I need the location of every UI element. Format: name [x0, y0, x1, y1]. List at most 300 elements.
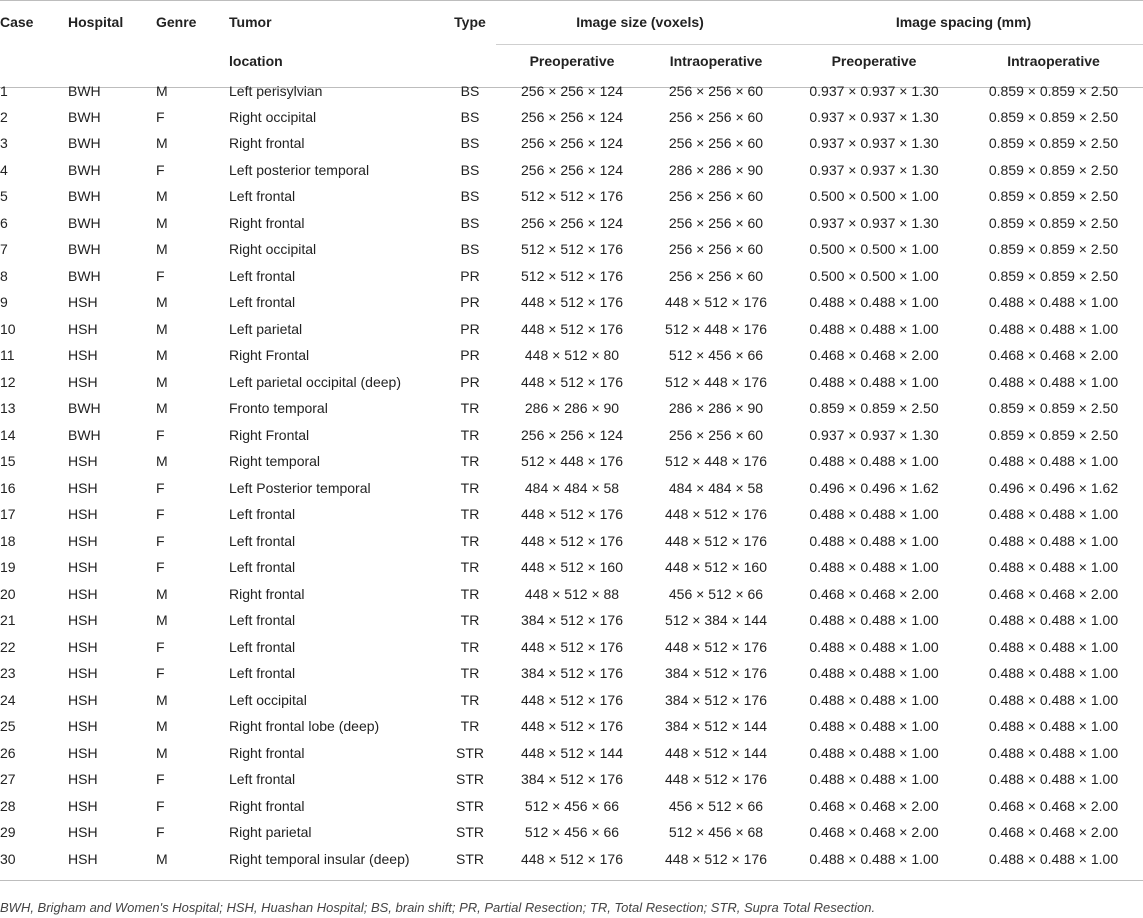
- cell-genre: F: [156, 797, 165, 814]
- header-hospital: Hospital: [68, 14, 124, 31]
- cell-case: 2: [0, 108, 8, 125]
- cell-spacing-preoperative: 0.500 × 0.500 × 1.00: [809, 241, 939, 258]
- cell-size-intraoperative: 456 × 512 × 66: [668, 797, 764, 814]
- cell-spacing-preoperative: 0.937 × 0.937 × 1.30: [809, 214, 939, 231]
- cell-spacing-intraoperative: 0.859 × 0.859 × 2.50: [988, 426, 1119, 443]
- cell-spacing-intraoperative: 0.488 × 0.488 × 1.00: [988, 612, 1119, 629]
- cell-tumor-location: Left posterior temporal: [229, 161, 370, 178]
- cell-spacing-preoperative: 0.468 × 0.468 × 2.00: [809, 824, 939, 841]
- cell-spacing-intraoperative: 0.859 × 0.859 × 2.50: [988, 135, 1119, 152]
- cell-type: TR: [460, 718, 480, 735]
- cell-spacing-preoperative: 0.488 × 0.488 × 1.00: [809, 506, 939, 523]
- cell-size-preoperative: 256 × 256 × 124: [521, 135, 623, 152]
- cell-spacing-intraoperative: 0.468 × 0.468 × 2.00: [988, 347, 1119, 364]
- cell-size-intraoperative: 448 × 512 × 160: [665, 559, 767, 576]
- cell-genre: M: [156, 850, 168, 867]
- table-row: [0, 395, 1143, 422]
- cell-type: STR: [456, 771, 484, 788]
- table-row: [0, 130, 1143, 157]
- cell-type: TR: [460, 506, 480, 523]
- cell-tumor-location: Right temporal: [229, 453, 321, 470]
- cell-size-preoperative: 448 × 512 × 88: [524, 585, 620, 602]
- table-row: [0, 819, 1143, 846]
- cell-size-preoperative: 256 × 256 × 124: [521, 108, 623, 125]
- cell-size-intraoperative: 512 × 448 × 176: [665, 373, 767, 390]
- cell-hospital: HSH: [68, 559, 98, 576]
- cell-size-preoperative: 448 × 512 × 176: [521, 638, 623, 655]
- cell-spacing-intraoperative: 0.496 × 0.496 × 1.62: [988, 479, 1119, 496]
- cell-size-intraoperative: 448 × 512 × 176: [665, 850, 767, 867]
- cell-case: 14: [0, 426, 16, 443]
- cell-type: PR: [460, 320, 480, 337]
- cell-case: 27: [0, 771, 16, 788]
- cell-case: 13: [0, 400, 16, 417]
- cell-genre: F: [156, 824, 165, 841]
- cell-tumor-location: Left frontal: [229, 559, 296, 576]
- cell-hospital: HSH: [68, 718, 98, 735]
- cell-spacing-intraoperative: 0.859 × 0.859 × 2.50: [988, 188, 1119, 205]
- cell-size-intraoperative: 448 × 512 × 176: [665, 532, 767, 549]
- cell-type: PR: [460, 267, 480, 284]
- cell-size-intraoperative: 512 × 456 × 68: [668, 824, 764, 841]
- cell-size-preoperative: 448 × 512 × 176: [521, 718, 623, 735]
- cell-size-intraoperative: 256 × 256 × 60: [668, 267, 764, 284]
- table-row: [0, 581, 1143, 608]
- cell-genre: M: [156, 400, 168, 417]
- cell-case: 28: [0, 797, 16, 814]
- cell-hospital: HSH: [68, 824, 98, 841]
- cell-case: 15: [0, 453, 16, 470]
- table-row: [0, 660, 1143, 687]
- cell-case: 7: [0, 241, 8, 258]
- cell-hospital: BWH: [68, 161, 101, 178]
- cell-case: 24: [0, 691, 16, 708]
- cell-spacing-intraoperative: 0.488 × 0.488 × 1.00: [988, 559, 1119, 576]
- cell-type: BS: [460, 108, 480, 125]
- cell-size-preoperative: 384 × 512 × 176: [521, 771, 623, 788]
- cell-case: 10: [0, 320, 16, 337]
- cell-spacing-preoperative: 0.488 × 0.488 × 1.00: [809, 320, 939, 337]
- cell-type: TR: [460, 479, 480, 496]
- cell-spacing-preoperative: 0.488 × 0.488 × 1.00: [809, 559, 939, 576]
- cell-case: 1: [0, 83, 8, 100]
- cell-size-intraoperative: 448 × 512 × 176: [665, 506, 767, 523]
- cell-spacing-preoperative: 0.488 × 0.488 × 1.00: [809, 612, 939, 629]
- cell-spacing-intraoperative: 0.488 × 0.488 × 1.00: [988, 294, 1119, 311]
- cell-size-preoperative: 384 × 512 × 176: [521, 665, 623, 682]
- cell-size-intraoperative: 448 × 512 × 144: [665, 744, 767, 761]
- cell-size-preoperative: 448 × 512 × 144: [521, 744, 623, 761]
- cell-spacing-preoperative: 0.937 × 0.937 × 1.30: [809, 135, 939, 152]
- cell-case: 4: [0, 161, 8, 178]
- cell-genre: M: [156, 347, 168, 364]
- cell-type: TR: [460, 559, 480, 576]
- cell-tumor-location: Right occipital: [229, 241, 317, 258]
- cell-tumor-location: Right occipital: [229, 108, 317, 125]
- cell-hospital: HSH: [68, 612, 98, 629]
- cell-size-intraoperative: 456 × 512 × 66: [668, 585, 764, 602]
- cell-type: PR: [460, 347, 480, 364]
- cell-spacing-preoperative: 0.488 × 0.488 × 1.00: [809, 665, 939, 682]
- cell-size-intraoperative: 448 × 512 × 176: [665, 638, 767, 655]
- cell-hospital: HSH: [68, 453, 98, 470]
- cell-tumor-location: Left parietal occipital (deep): [229, 373, 401, 390]
- cell-hospital: BWH: [68, 214, 101, 231]
- cell-tumor-location: Right frontal: [229, 744, 305, 761]
- table-row: [0, 528, 1143, 555]
- cell-genre: F: [156, 479, 165, 496]
- cell-size-intraoperative: 484 × 484 × 58: [668, 479, 764, 496]
- cell-tumor-location: Left perisylvian: [229, 83, 323, 100]
- cell-spacing-intraoperative: 0.488 × 0.488 × 1.00: [988, 665, 1119, 682]
- cell-type: TR: [460, 400, 480, 417]
- cell-hospital: BWH: [68, 108, 101, 125]
- table-row: [0, 448, 1143, 475]
- cell-spacing-preoperative: 0.488 × 0.488 × 1.00: [809, 638, 939, 655]
- cell-tumor-location: Left frontal: [229, 638, 296, 655]
- cell-genre: F: [156, 506, 165, 523]
- cell-hospital: BWH: [68, 241, 101, 258]
- cell-case: 9: [0, 294, 8, 311]
- cell-case: 22: [0, 638, 16, 655]
- cell-case: 17: [0, 506, 16, 523]
- cell-tumor-location: Left frontal: [229, 532, 296, 549]
- cell-spacing-intraoperative: 0.488 × 0.488 × 1.00: [988, 453, 1119, 470]
- cell-hospital: HSH: [68, 744, 98, 761]
- cell-hospital: BWH: [68, 400, 101, 417]
- table-row: [0, 289, 1143, 316]
- cell-genre: F: [156, 638, 165, 655]
- cell-spacing-intraoperative: 0.488 × 0.488 × 1.00: [988, 532, 1119, 549]
- cell-type: BS: [460, 161, 480, 178]
- cell-case: 8: [0, 267, 8, 284]
- header-type: Type: [454, 14, 486, 31]
- cell-spacing-intraoperative: 0.488 × 0.488 × 1.00: [988, 638, 1119, 655]
- cell-hospital: BWH: [68, 426, 101, 443]
- cell-tumor-location: Left frontal: [229, 188, 296, 205]
- cell-spacing-preoperative: 0.937 × 0.937 × 1.30: [809, 161, 939, 178]
- cell-size-preoperative: 448 × 512 × 176: [521, 691, 623, 708]
- cell-hospital: HSH: [68, 585, 98, 602]
- header-image-size: Image size (voxels): [496, 0, 784, 45]
- cell-tumor-location: Left frontal: [229, 506, 296, 523]
- cell-tumor-location: Right frontal: [229, 797, 305, 814]
- cell-case: 6: [0, 214, 8, 231]
- cell-genre: F: [156, 267, 165, 284]
- cell-tumor-location: Left frontal: [229, 612, 296, 629]
- cell-type: TR: [460, 585, 480, 602]
- cell-tumor-location: Left occipital: [229, 691, 307, 708]
- cell-hospital: HSH: [68, 691, 98, 708]
- cell-spacing-intraoperative: 0.859 × 0.859 × 2.50: [988, 241, 1119, 258]
- cell-size-preoperative: 512 × 456 × 66: [524, 797, 620, 814]
- cell-size-intraoperative: 448 × 512 × 176: [665, 294, 767, 311]
- header-spacing-preoperative: Preoperative: [831, 53, 917, 69]
- cell-type: STR: [456, 850, 484, 867]
- cell-tumor-location: Right frontal: [229, 214, 305, 231]
- cell-size-preoperative: 484 × 484 × 58: [524, 479, 620, 496]
- cell-hospital: HSH: [68, 665, 98, 682]
- cell-hospital: HSH: [68, 771, 98, 788]
- table-row: [0, 183, 1143, 210]
- table-row: [0, 607, 1143, 634]
- table-row: [0, 104, 1143, 131]
- cell-case: 30: [0, 850, 16, 867]
- table-row: [0, 263, 1143, 290]
- cell-spacing-intraoperative: 0.488 × 0.488 × 1.00: [988, 718, 1119, 735]
- cell-tumor-location: Right parietal: [229, 824, 312, 841]
- cell-spacing-preoperative: 0.488 × 0.488 × 1.00: [809, 718, 939, 735]
- cell-genre: F: [156, 161, 165, 178]
- table-row: [0, 766, 1143, 793]
- cell-case: 11: [0, 347, 15, 364]
- cell-size-preoperative: 286 × 286 × 90: [524, 400, 620, 417]
- table-row: [0, 634, 1143, 661]
- cell-size-preoperative: 512 × 448 × 176: [521, 453, 623, 470]
- cell-type: PR: [460, 294, 480, 311]
- cell-size-preoperative: 256 × 256 × 124: [521, 161, 623, 178]
- cell-spacing-preoperative: 0.488 × 0.488 × 1.00: [809, 532, 939, 549]
- cell-spacing-preoperative: 0.488 × 0.488 × 1.00: [809, 744, 939, 761]
- cell-tumor-location: Fronto temporal: [229, 400, 328, 417]
- cell-hospital: HSH: [68, 320, 98, 337]
- cell-case: 23: [0, 665, 16, 682]
- cell-spacing-intraoperative: 0.488 × 0.488 × 1.00: [988, 373, 1119, 390]
- cell-type: BS: [460, 241, 480, 258]
- cell-tumor-location: Left frontal: [229, 771, 296, 788]
- cell-spacing-preoperative: 0.488 × 0.488 × 1.00: [809, 373, 939, 390]
- cell-type: BS: [460, 188, 480, 205]
- cell-genre: F: [156, 532, 165, 549]
- cell-spacing-intraoperative: 0.859 × 0.859 × 2.50: [988, 108, 1119, 125]
- cell-spacing-intraoperative: 0.859 × 0.859 × 2.50: [988, 83, 1119, 100]
- cell-type: TR: [460, 426, 480, 443]
- cell-genre: M: [156, 744, 168, 761]
- cell-genre: F: [156, 559, 165, 576]
- cell-type: TR: [460, 532, 480, 549]
- table-row: [0, 210, 1143, 237]
- cell-hospital: HSH: [68, 532, 98, 549]
- table-row: [0, 501, 1143, 528]
- cell-spacing-preoperative: 0.937 × 0.937 × 1.30: [809, 108, 939, 125]
- cell-size-preoperative: 448 × 512 × 176: [521, 373, 623, 390]
- cell-spacing-intraoperative: 0.859 × 0.859 × 2.50: [988, 214, 1119, 231]
- cell-genre: F: [156, 426, 165, 443]
- cell-size-intraoperative: 256 × 256 × 60: [668, 214, 764, 231]
- cell-size-preoperative: 512 × 456 × 66: [524, 824, 620, 841]
- cell-type: STR: [456, 744, 484, 761]
- cell-spacing-preoperative: 0.488 × 0.488 × 1.00: [809, 691, 939, 708]
- table-footnote: BWH, Brigham and Women's Hospital; HSH, Huashan Hospital; BS, brain shift; PR, Partial Resection; TR, Total Resection; STR, Supra Total Resection.: [0, 900, 876, 915]
- cell-tumor-location: Right frontal: [229, 585, 305, 602]
- cell-size-preoperative: 448 × 512 × 80: [524, 347, 620, 364]
- header-genre: Genre: [156, 14, 197, 31]
- cell-genre: M: [156, 241, 168, 258]
- header-size-preoperative: Preoperative: [529, 53, 615, 69]
- cell-genre: M: [156, 320, 168, 337]
- cell-hospital: HSH: [68, 850, 98, 867]
- table-row: [0, 77, 1143, 104]
- cell-tumor-location: Left Posterior temporal: [229, 479, 371, 496]
- cell-tumor-location: Left frontal: [229, 294, 296, 311]
- cell-size-preoperative: 384 × 512 × 176: [521, 612, 623, 629]
- cell-spacing-preoperative: 0.488 × 0.488 × 1.00: [809, 771, 939, 788]
- header-case: Case: [0, 14, 34, 31]
- cell-spacing-intraoperative: 0.859 × 0.859 × 2.50: [988, 267, 1119, 284]
- cell-hospital: BWH: [68, 83, 101, 100]
- cell-case: 16: [0, 479, 16, 496]
- cell-tumor-location: Left parietal: [229, 320, 303, 337]
- cell-spacing-intraoperative: 0.488 × 0.488 × 1.00: [988, 744, 1119, 761]
- cell-tumor-location: Right temporal insular (deep): [229, 850, 410, 867]
- cell-case: 21: [0, 612, 16, 629]
- cell-size-intraoperative: 256 × 256 × 60: [668, 188, 764, 205]
- cell-spacing-intraoperative: 0.468 × 0.468 × 2.00: [988, 797, 1119, 814]
- cell-genre: M: [156, 691, 168, 708]
- table-row: [0, 369, 1143, 396]
- table-row: [0, 342, 1143, 369]
- table-row: [0, 236, 1143, 263]
- cell-type: TR: [460, 453, 480, 470]
- cell-size-intraoperative: 512 × 456 × 66: [668, 347, 764, 364]
- cell-spacing-intraoperative: 0.488 × 0.488 × 1.00: [988, 771, 1119, 788]
- table-header: [0, 0, 1143, 77]
- cell-case: 18: [0, 532, 16, 549]
- cell-genre: M: [156, 135, 168, 152]
- cell-spacing-intraoperative: 0.488 × 0.488 × 1.00: [988, 691, 1119, 708]
- cell-hospital: BWH: [68, 267, 101, 284]
- cell-size-intraoperative: 256 × 256 × 60: [668, 135, 764, 152]
- cell-spacing-preoperative: 0.500 × 0.500 × 1.00: [809, 267, 939, 284]
- cell-spacing-preoperative: 0.859 × 0.859 × 2.50: [809, 400, 939, 417]
- cell-size-intraoperative: 384 × 512 × 176: [665, 665, 767, 682]
- cell-size-intraoperative: 512 × 448 × 176: [665, 453, 767, 470]
- cell-size-preoperative: 448 × 512 × 176: [521, 532, 623, 549]
- cell-size-preoperative: 512 × 512 × 176: [521, 267, 623, 284]
- cell-genre: F: [156, 665, 165, 682]
- cell-size-intraoperative: 256 × 256 × 60: [668, 108, 764, 125]
- header-tumor: Tumor: [229, 14, 272, 31]
- cell-genre: M: [156, 214, 168, 231]
- cell-hospital: HSH: [68, 347, 98, 364]
- cell-type: TR: [460, 665, 480, 682]
- cell-spacing-preoperative: 0.488 × 0.488 × 1.00: [809, 453, 939, 470]
- cell-type: STR: [456, 824, 484, 841]
- cell-type: PR: [460, 373, 480, 390]
- cell-spacing-preoperative: 0.937 × 0.937 × 1.30: [809, 83, 939, 100]
- header-spacing-intraoperative: Intraoperative: [1007, 53, 1100, 69]
- cell-size-preoperative: 448 × 512 × 176: [521, 850, 623, 867]
- cell-size-intraoperative: 512 × 448 × 176: [665, 320, 767, 337]
- header-size-intraoperative: Intraoperative: [669, 53, 763, 69]
- table-row: [0, 554, 1143, 581]
- cell-hospital: HSH: [68, 294, 98, 311]
- cell-case: 29: [0, 824, 16, 841]
- cell-size-preoperative: 256 × 256 × 124: [521, 214, 623, 231]
- cell-genre: M: [156, 585, 168, 602]
- cell-spacing-preoperative: 0.500 × 0.500 × 1.00: [809, 188, 939, 205]
- table-bottom-rule: [0, 880, 1143, 881]
- cell-spacing-intraoperative: 0.468 × 0.468 × 2.00: [988, 585, 1119, 602]
- table-row: [0, 846, 1143, 873]
- cell-size-preoperative: 512 × 512 × 176: [521, 188, 623, 205]
- table-row: [0, 157, 1143, 184]
- cell-size-preoperative: 256 × 256 × 124: [521, 83, 623, 100]
- cell-type: TR: [460, 691, 480, 708]
- cell-genre: F: [156, 108, 165, 125]
- cell-size-intraoperative: 256 × 256 × 60: [668, 426, 764, 443]
- cell-type: BS: [460, 83, 480, 100]
- cell-spacing-preoperative: 0.488 × 0.488 × 1.00: [809, 294, 939, 311]
- cell-size-intraoperative: 384 × 512 × 176: [665, 691, 767, 708]
- cell-size-preoperative: 256 × 256 × 124: [521, 426, 623, 443]
- cell-genre: M: [156, 373, 168, 390]
- cell-size-intraoperative: 256 × 256 × 60: [668, 83, 764, 100]
- cell-size-intraoperative: 286 × 286 × 90: [668, 161, 764, 178]
- cell-tumor-location: Right Frontal: [229, 426, 310, 443]
- cell-type: TR: [460, 612, 480, 629]
- cell-spacing-intraoperative: 0.488 × 0.488 × 1.00: [988, 506, 1119, 523]
- header-tumor-location: location: [229, 52, 283, 69]
- table-row: [0, 422, 1143, 449]
- cell-hospital: BWH: [68, 135, 101, 152]
- cell-tumor-location: Right frontal: [229, 135, 305, 152]
- cell-tumor-location: Left frontal: [229, 267, 296, 284]
- cell-size-preoperative: 448 × 512 × 176: [521, 506, 623, 523]
- cell-genre: M: [156, 718, 168, 735]
- cell-type: BS: [460, 214, 480, 231]
- cell-case: 5: [0, 188, 8, 205]
- cell-case: 3: [0, 135, 8, 152]
- cell-size-preoperative: 448 × 512 × 176: [521, 320, 623, 337]
- cell-spacing-preoperative: 0.488 × 0.488 × 1.00: [809, 850, 939, 867]
- cell-tumor-location: Left frontal: [229, 665, 296, 682]
- table-row: [0, 316, 1143, 343]
- cell-genre: F: [156, 771, 165, 788]
- cell-tumor-location: Right frontal lobe (deep): [229, 718, 380, 735]
- cell-spacing-preoperative: 0.496 × 0.496 × 1.62: [809, 479, 939, 496]
- cell-spacing-preoperative: 0.468 × 0.468 × 2.00: [809, 347, 939, 364]
- cell-hospital: HSH: [68, 797, 98, 814]
- cell-spacing-intraoperative: 0.488 × 0.488 × 1.00: [988, 320, 1119, 337]
- cell-size-preoperative: 448 × 512 × 176: [521, 294, 623, 311]
- cell-size-intraoperative: 448 × 512 × 176: [665, 771, 767, 788]
- cell-hospital: HSH: [68, 506, 98, 523]
- cell-spacing-preoperative: 0.468 × 0.468 × 2.00: [809, 585, 939, 602]
- cell-hospital: HSH: [68, 373, 98, 390]
- cell-genre: M: [156, 612, 168, 629]
- cell-genre: M: [156, 294, 168, 311]
- table-body: [0, 77, 1143, 872]
- cell-tumor-location: Right Frontal: [229, 347, 310, 364]
- cell-hospital: HSH: [68, 479, 98, 496]
- cell-size-intraoperative: 286 × 286 × 90: [668, 400, 764, 417]
- table-row: [0, 475, 1143, 502]
- cell-genre: M: [156, 83, 168, 100]
- table-row: [0, 740, 1143, 767]
- cell-spacing-intraoperative: 0.488 × 0.488 × 1.00: [988, 850, 1119, 867]
- cell-type: TR: [460, 638, 480, 655]
- cell-spacing-intraoperative: 0.859 × 0.859 × 2.50: [988, 161, 1119, 178]
- cell-hospital: BWH: [68, 188, 101, 205]
- cell-size-intraoperative: 512 × 384 × 144: [665, 612, 767, 629]
- cell-size-preoperative: 512 × 512 × 176: [521, 241, 623, 258]
- table-row: [0, 687, 1143, 714]
- cell-size-intraoperative: 256 × 256 × 60: [668, 241, 764, 258]
- cell-case: 19: [0, 559, 16, 576]
- cell-hospital: HSH: [68, 638, 98, 655]
- cell-genre: M: [156, 188, 168, 205]
